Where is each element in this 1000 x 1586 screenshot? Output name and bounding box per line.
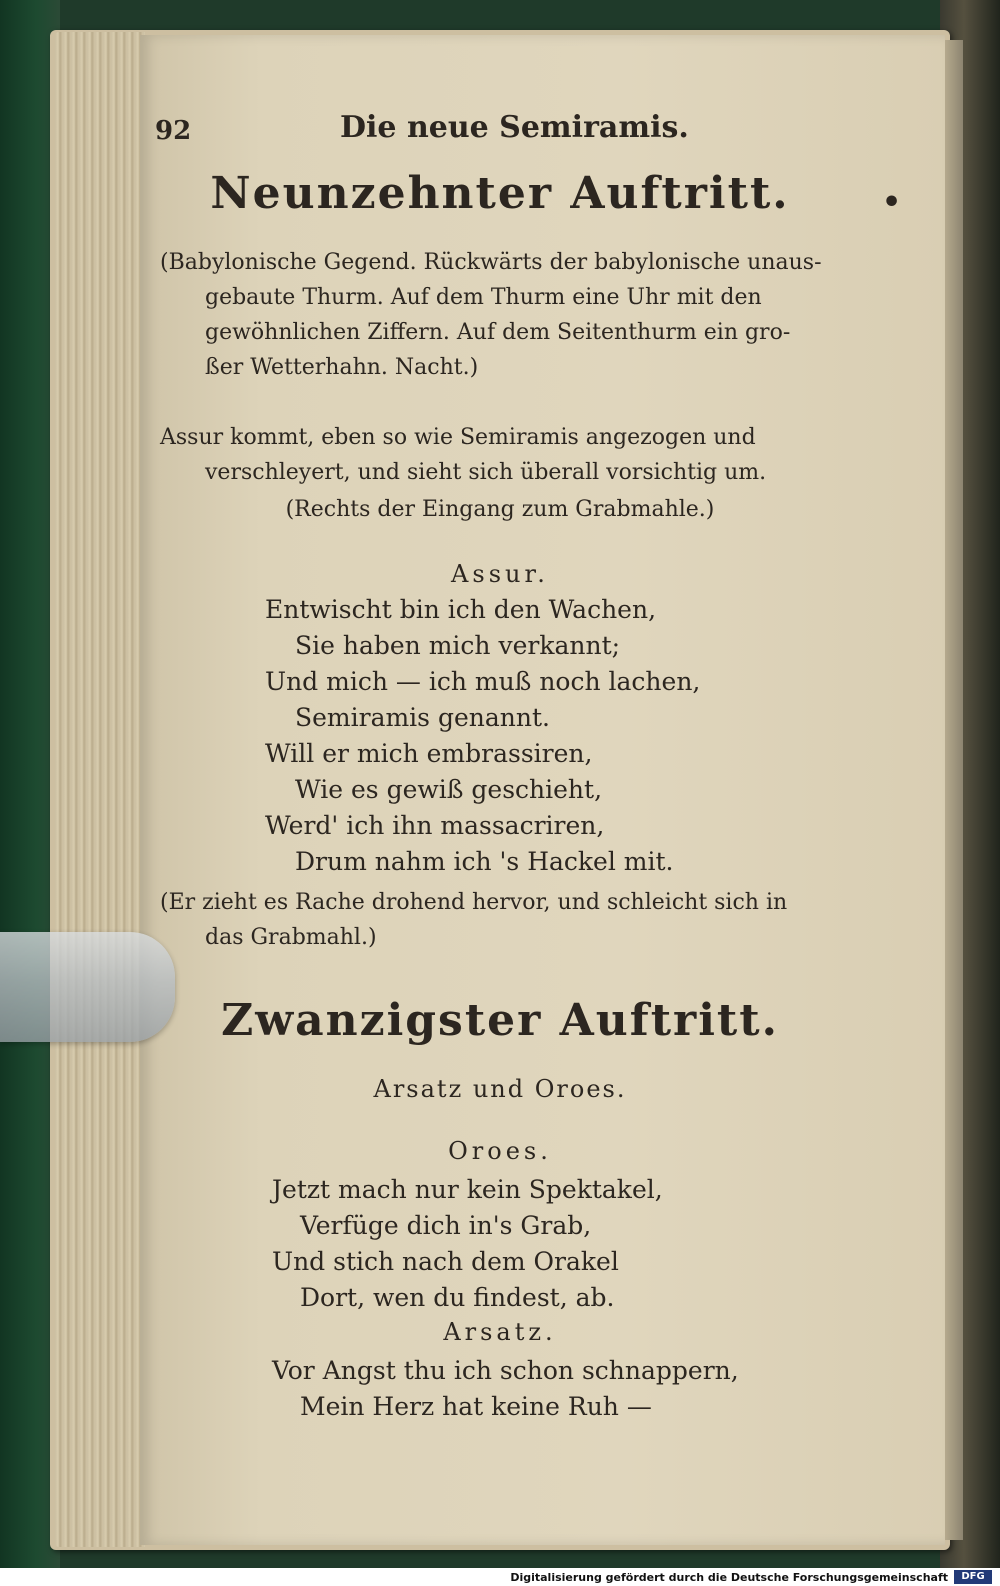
arsatz-verses [272, 1353, 872, 1425]
entrance-line: verschleyert, und sieht sich überall vorsichtig um. [205, 460, 767, 485]
verse-line: Und stich nach dem Orakel [272, 1247, 619, 1276]
speaker-arsatz: Arsatz. [443, 1318, 557, 1346]
assur-verses [265, 592, 865, 880]
scene-19-title: Neunzehnter Auftritt. [210, 168, 790, 219]
stray-mark: • [882, 185, 902, 220]
verse-line: Drum nahm ich 's Hackel mit. [295, 847, 674, 876]
page-right-edge [945, 40, 963, 1540]
speaker-oroes: Oroes. [448, 1137, 552, 1165]
verse-line: Jetzt mach nur kein Spektakel, [272, 1175, 663, 1204]
verse-line: Will er mich embrassiren, [265, 739, 593, 768]
stage-direction-line: gewöhnlichen Ziffern. Auf dem Seitenthurm ein gro- [205, 320, 791, 345]
running-title: Die neue Semiramis. [340, 110, 689, 145]
verse-line: Entwischt bin ich den Wachen, [265, 595, 657, 624]
exit-direction-line: das Grabmahl.) [205, 925, 377, 950]
verse-line: Semiramis genannt. [295, 703, 550, 732]
scene-20-characters: Arsatz und Oroes. [373, 1075, 627, 1103]
scene-19-entrance [160, 420, 850, 490]
scene-19-stage-direction [160, 245, 850, 385]
oroes-verses [272, 1172, 872, 1316]
scene-19-exit-direction [160, 885, 850, 955]
verse-line: Verfüge dich in's Grab, [300, 1211, 592, 1240]
stage-direction-line: ßer Wetterhahn. Nacht.) [205, 355, 479, 380]
verse-line: Werd' ich ihn massacriren, [265, 811, 605, 840]
verse-line: Mein Herz hat keine Ruh — [300, 1392, 652, 1421]
verse-line: Sie haben mich verkannt; [295, 631, 621, 660]
page-number: 92 [155, 116, 192, 146]
dfg-logo: DFG [954, 1570, 992, 1584]
exit-direction-line: (Er zieht es Rache drohend hervor, und schleicht sich in [160, 890, 788, 915]
verse-line: Und mich — ich muß noch lachen, [265, 667, 701, 696]
verse-line: Vor Angst thu ich schon schnappern, [272, 1356, 739, 1385]
entrance-line: Assur kommt, eben so wie Semiramis angezogen und [160, 425, 756, 450]
stage-direction-line: (Babylonische Gegend. Rückwärts der babylonische unaus- [160, 250, 822, 275]
verse-line: Dort, wen du findest, ab. [300, 1283, 615, 1312]
entrance-note: (Rechts der Eingang zum Grabmahle.) [285, 497, 715, 522]
scene-20-title: Zwanzigster Auftritt. [221, 995, 779, 1046]
verse-line: Wie es gewiß geschieht, [295, 775, 603, 804]
speaker-assur: Assur. [451, 560, 549, 588]
stage-direction-line: gebaute Thurm. Auf dem Thurm eine Uhr mit den [205, 285, 762, 310]
page-clamp [0, 932, 175, 1042]
footer-credit: Digitalisierung gefördert durch die Deutsche Forschungsgemeinschaft [510, 1571, 948, 1584]
